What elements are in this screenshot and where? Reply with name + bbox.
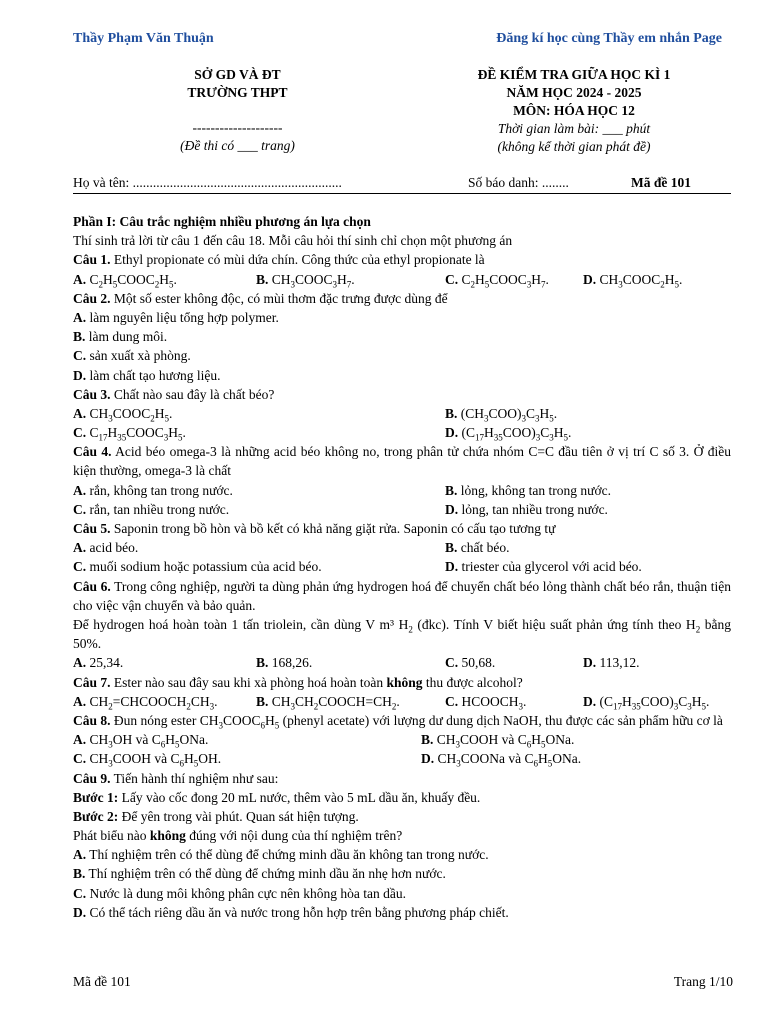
department: SỞ GD VÀ ĐT <box>194 67 281 82</box>
question-9: Câu 9. Tiến hành thí nghiệm như sau: <box>73 770 279 786</box>
option-d[interactable]: D. Có thể tách riêng dầu ăn và nước trong hỗn hợp trên bằng phương pháp chiết. <box>73 904 509 920</box>
question-8: Câu 8. Đun nóng ester $CH_3COOC_6H_5$ (phenyl acetate) với lượng dư dung dịch NaOH, thu được các sản phẩm hữu cơ là <box>73 712 723 731</box>
option-a[interactable]: A. 25,34. <box>73 655 124 671</box>
q3-options-row1 <box>73 404 731 423</box>
promo-link[interactable]: Đăng kí học cùng Thầy em nhắn Page <box>496 31 722 46</box>
time-limit: Thời gian làm bài: ___ phút <box>497 121 651 136</box>
page-header <box>73 31 722 47</box>
student-info <box>73 175 731 194</box>
footer-exam-code: Mã đề 101 <box>73 974 131 989</box>
option-b[interactable]: B. $CH_3CH_2COOCH=CH_2$. <box>256 693 400 712</box>
q4-options-row2 <box>73 500 731 519</box>
author-name: Thầy Phạm Văn Thuận <box>73 31 214 46</box>
option-c[interactable]: C. 50,68. <box>445 655 496 671</box>
time-note: (không kể thời gian phát đề) <box>497 139 651 154</box>
question-6: Câu 6. Trong công nghiệp, người ta dùng phản ứng hydrogen hoá để chuyển chất béo lỏng thành chất béo rắn, thuận tiện cho việc vận chuyển và bảo quản. <box>73 578 731 613</box>
page-number: Trang 1/10 <box>673 974 733 989</box>
option-b[interactable]: B. $CH_3COOC_3H_7$. <box>256 271 355 290</box>
page-footer <box>73 974 733 990</box>
option-a[interactable]: A. $C_2H_5COOC_2H_5$. <box>73 271 177 290</box>
option-b[interactable]: B. Thí nghiệm trên có thể dùng để chứng minh dầu ăn nhẹ hơn nước. <box>73 866 446 882</box>
section-title: Phần I: Câu trắc nghiệm nhiều phương án lựa chọn <box>73 214 371 229</box>
question-5: Câu 5. Saponin trong bồ hòn và bồ kết có khả năng giặt rửa. Saponin có cấu tạo tương tự <box>73 521 556 537</box>
option-c[interactable]: C. rắn, tan nhiều trong nước. <box>73 501 230 517</box>
dash-line: -------------------- <box>192 120 283 135</box>
step-1: Bước 1: Lấy vào cốc đong 20 mL nước, thêm vào 5 mL dầu ăn, khuấy đều. <box>73 789 481 805</box>
option-b[interactable]: B. làm dung môi. <box>73 329 168 345</box>
q8-options-row1 <box>73 730 731 749</box>
option-c[interactable]: C. sản xuất xà phòng. <box>73 348 191 364</box>
q5-options-row2 <box>73 557 731 576</box>
question-4: Câu 4. Acid béo omega-3 là những acid béo không no, trong phân tử chứa nhóm C=C đầu tiên ở vị trí C số 3. Ở điều kiện thường, omega-3 là chất <box>73 444 732 479</box>
q5-options-row1 <box>73 538 731 557</box>
option-d[interactable]: D. lỏng, tan nhiều trong nước. <box>445 501 608 517</box>
option-c[interactable]: C. $HCOOCH_3$. <box>445 693 527 712</box>
exam-code: Mã đề 101 <box>631 175 691 190</box>
option-d[interactable]: D. $CH_3COONa$ và $C_6H_5ONa$. <box>421 751 582 770</box>
exam-title: ĐỀ KIỂM TRA GIỮA HỌC KÌ 1 <box>477 67 671 82</box>
q8-options-row2 <box>73 749 731 768</box>
option-d[interactable]: D. $CH_3COOC_2H_5$. <box>583 271 683 290</box>
option-a[interactable]: A. làm nguyên liệu tổng hợp polymer. <box>73 309 279 325</box>
option-b[interactable]: B. 168,26. <box>256 655 313 671</box>
q1-options <box>73 270 731 289</box>
q6-options <box>73 653 731 672</box>
option-d[interactable]: D. 113,12. <box>583 655 640 671</box>
subject: MÔN: HÓA HỌC 12 <box>513 103 635 118</box>
question-3: Câu 3. Chất nào sau đây là chất béo? <box>73 386 275 402</box>
school: TRƯỜNG THPT <box>187 85 288 100</box>
option-a[interactable]: A. $CH_3COOC_2H_5$. <box>73 405 173 424</box>
option-d[interactable]: D. triester của glycerol với acid béo. <box>445 559 642 575</box>
name-field[interactable]: Họ và tên: .............................................................. <box>73 175 342 190</box>
option-a[interactable]: A. Thí nghiệm trên có thể dùng để chứng minh dầu ăn không tan trong nước. <box>73 847 489 863</box>
candidate-number-field[interactable]: Số báo danh: ........ <box>468 175 569 190</box>
q7-options <box>73 692 731 711</box>
question-1: Câu 1. Ethyl propionate có mùi dứa chín. Công thức của ethyl propionate là <box>73 252 485 268</box>
q9-prompt: Phát biểu nào không đúng với nội dung của thí nghiệm trên? <box>73 828 403 844</box>
question-2: Câu 2. Một số ester không độc, có mùi thơm đặc trưng được dùng để <box>73 290 448 306</box>
option-c[interactable]: C. $C_2H_5COOC_3H_7$. <box>445 271 549 290</box>
option-a[interactable]: A. $CH_2=CHCOOCH_2CH_3$. <box>73 693 218 712</box>
option-b[interactable]: B. lỏng, không tan trong nước. <box>445 482 611 498</box>
q4-options-row1 <box>73 481 731 500</box>
step-2: Bước 2: Để yên trong vài phút. Quan sát hiện tượng. <box>73 808 359 824</box>
option-b[interactable]: B. $(CH_3COO)_3C_3H_5$. <box>445 405 558 424</box>
school-year: NĂM HỌC 2024 - 2025 <box>506 85 642 100</box>
option-a[interactable]: A. acid béo. <box>73 540 139 556</box>
q3-options-row2 <box>73 423 731 442</box>
option-c[interactable]: C. Nước là dung môi không phân cực nên không hòa tan dầu. <box>73 885 406 901</box>
option-d[interactable]: D. $(C_{17}H_{35}COO)_3C_3H_5$. <box>445 425 572 443</box>
option-c[interactable]: C. muối sodium hoặc potassium của acid béo. <box>73 559 322 575</box>
question-6-task: Để hydrogen hoá hoàn toàn 1 tấn triolein, cần dùng V m³ $H_2$ (đkc). Tính V biết hiệu suất phản ứng tính theo $H_2$ bằng 50%. <box>73 617 731 652</box>
option-b[interactable]: B. chất béo. <box>445 540 510 556</box>
exam-body <box>73 212 731 922</box>
page-count: (Đề thi có ___ trang) <box>180 138 295 153</box>
option-c[interactable]: C. $C_{17}H_{35}COOC_3H_5$. <box>73 425 186 443</box>
exam-title-block <box>408 66 740 156</box>
option-c[interactable]: C. $CH_3COOH$ và $C_6H_5OH$. <box>73 751 222 770</box>
question-7: Câu 7. Ester nào sau đây sau khi xà phòng hoá hoàn toàn không thu được alcohol? <box>73 674 523 690</box>
option-b[interactable]: B. $CH_3COOH$ và $C_6H_5ONa$. <box>421 732 575 750</box>
option-d[interactable]: D. làm chất tạo hương liệu. <box>73 367 221 383</box>
school-block <box>100 66 375 155</box>
option-a[interactable]: A. rắn, không tan trong nước. <box>73 482 233 498</box>
option-a[interactable]: A. $CH_3OH$ và $C_6H_5ONa$. <box>73 732 209 750</box>
instruction: Thí sinh trả lời từ câu 1 đến câu 18. Mỗi câu hỏi thí sinh chỉ chọn một phương án <box>73 233 513 249</box>
option-d[interactable]: D. $(C_{17}H_{35}COO)_3C_3H_5$. <box>583 693 710 712</box>
